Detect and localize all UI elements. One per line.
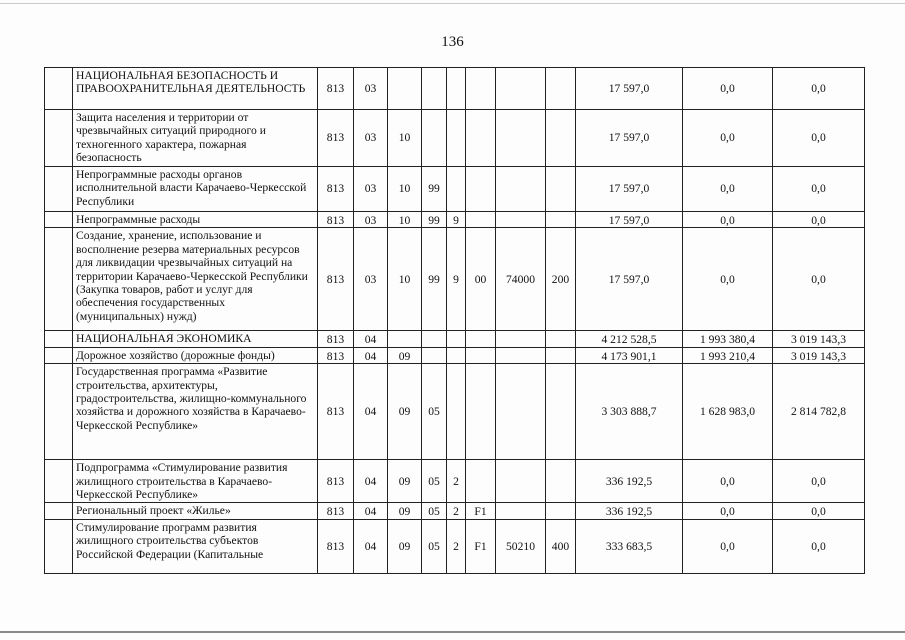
expense-code-cell <box>496 364 546 460</box>
subsection-code-cell <box>388 331 422 347</box>
item-name-cell: Создание, хранение, использование и восполнение резерва материальных ресурсов для ликвидации чрезвычайных ситуаций на территории Карачаево-Черкесской Республики (Закупка товаров, работ и услуг для обеспечения государственных (муниципальных) нужд) <box>73 228 318 331</box>
amount-year2-cell: 0,0 <box>683 519 773 573</box>
row-number-cell <box>45 167 73 212</box>
subsection-code-cell <box>388 68 422 110</box>
row-number-cell <box>45 460 73 503</box>
item-name-cell: НАЦИОНАЛЬНАЯ ЭКОНОМИКА <box>73 331 318 347</box>
item-name-cell: Дорожное хозяйство (дорожные фонды) <box>73 347 318 363</box>
expense-type-cell: 200 <box>546 228 576 331</box>
direction-code-cell <box>447 331 466 347</box>
expense-code-cell <box>496 68 546 110</box>
amount-year3-cell: 0,0 <box>773 228 865 331</box>
section-code-cell: 04 <box>354 460 388 503</box>
ministry-code-cell: 813 <box>318 347 354 363</box>
amount-year2-cell: 1 993 380,4 <box>683 331 773 347</box>
row-number-cell <box>45 347 73 363</box>
amount-year3-cell: 0,0 <box>773 503 865 519</box>
amount-year1-cell: 333 683,5 <box>576 519 683 573</box>
amount-year1-cell: 17 597,0 <box>576 228 683 331</box>
amount-year3-cell: 0,0 <box>773 167 865 212</box>
item-name-cell: Региональный проект «Жилье» <box>73 503 318 519</box>
item-name-cell: НАЦИОНАЛЬНАЯ БЕЗОПАСНОСТЬ И ПРАВООХРАНИТЕЛЬНАЯ ДЕЯТЕЛЬНОСТЬ <box>73 68 318 110</box>
amount-year1-cell: 4 212 528,5 <box>576 331 683 347</box>
subsection-code-cell: 10 <box>388 110 422 167</box>
amount-year2-cell: 0,0 <box>683 503 773 519</box>
amount-year1-cell: 4 173 901,1 <box>576 347 683 363</box>
expense-code-cell: 50210 <box>496 519 546 573</box>
project-code-cell <box>466 460 496 503</box>
section-code-cell: 04 <box>354 347 388 363</box>
subsection-code-cell: 10 <box>388 212 422 228</box>
amount-year3-cell: 0,0 <box>773 68 865 110</box>
direction-code-cell <box>447 68 466 110</box>
project-code-cell <box>466 212 496 228</box>
table-row <box>45 364 865 460</box>
row-number-cell <box>45 110 73 167</box>
ministry-code-cell: 813 <box>318 519 354 573</box>
ministry-code-cell: 813 <box>318 460 354 503</box>
expense-type-cell <box>546 68 576 110</box>
program-code-cell: 99 <box>422 212 447 228</box>
program-code-cell <box>422 347 447 363</box>
expense-code-cell <box>496 503 546 519</box>
top-scan-edge <box>0 3 905 4</box>
direction-code-cell: 2 <box>447 460 466 503</box>
project-code-cell <box>466 364 496 460</box>
program-code-cell <box>422 68 447 110</box>
amount-year3-cell: 0,0 <box>773 460 865 503</box>
subsection-code-cell: 10 <box>388 167 422 212</box>
ministry-code-cell: 813 <box>318 212 354 228</box>
expense-code-cell <box>496 212 546 228</box>
direction-code-cell: 2 <box>447 519 466 573</box>
amount-year1-cell: 3 303 888,7 <box>576 364 683 460</box>
amount-year1-cell: 336 192,5 <box>576 503 683 519</box>
program-code-cell: 05 <box>422 364 447 460</box>
page-number: 136 <box>441 34 464 50</box>
direction-code-cell <box>447 167 466 212</box>
section-code-cell: 03 <box>354 110 388 167</box>
row-number-cell <box>45 519 73 573</box>
row-number-cell <box>45 68 73 110</box>
amount-year1-cell: 17 597,0 <box>576 167 683 212</box>
ministry-code-cell: 813 <box>318 167 354 212</box>
ministry-code-cell: 813 <box>318 68 354 110</box>
table-row <box>45 228 865 331</box>
expense-code-cell <box>496 331 546 347</box>
expense-code-cell <box>496 347 546 363</box>
ministry-code-cell: 813 <box>318 228 354 331</box>
section-code-cell: 03 <box>354 68 388 110</box>
project-code-cell: F1 <box>466 503 496 519</box>
table-row <box>45 167 865 212</box>
table-row <box>45 212 865 228</box>
amount-year2-cell: 0,0 <box>683 460 773 503</box>
expense-code-cell: 74000 <box>496 228 546 331</box>
table-row <box>45 110 865 167</box>
section-code-cell: 04 <box>354 503 388 519</box>
row-number-cell <box>45 331 73 347</box>
row-number-cell <box>45 228 73 331</box>
program-code-cell: 05 <box>422 460 447 503</box>
section-code-cell: 04 <box>354 364 388 460</box>
amount-year2-cell: 1 628 983,0 <box>683 364 773 460</box>
direction-code-cell <box>447 110 466 167</box>
subsection-code-cell: 10 <box>388 228 422 331</box>
amount-year3-cell: 0,0 <box>773 110 865 167</box>
amount-year2-cell: 0,0 <box>683 110 773 167</box>
expense-type-cell <box>546 347 576 363</box>
amount-year2-cell: 0,0 <box>683 167 773 212</box>
item-name-cell: Защита населения и территории от чрезвычайных ситуаций природного и техногенного характера, пожарная безопасность <box>73 110 318 167</box>
amount-year3-cell: 0,0 <box>773 212 865 228</box>
project-code-cell <box>466 68 496 110</box>
table-row <box>45 503 865 519</box>
amount-year1-cell: 336 192,5 <box>576 460 683 503</box>
program-code-cell <box>422 331 447 347</box>
section-code-cell: 03 <box>354 228 388 331</box>
item-name-cell: Подпрограмма «Стимулирование развития жилищного строительства в Карачаево-Черкесской Республике» <box>73 460 318 503</box>
amount-year1-cell: 17 597,0 <box>576 68 683 110</box>
expense-type-cell <box>546 503 576 519</box>
expense-code-cell <box>496 460 546 503</box>
amount-year3-cell: 3 019 143,3 <box>773 347 865 363</box>
amount-year1-cell: 17 597,0 <box>576 212 683 228</box>
ministry-code-cell: 813 <box>318 110 354 167</box>
amount-year3-cell: 0,0 <box>773 519 865 573</box>
amount-year2-cell: 0,0 <box>683 212 773 228</box>
direction-code-cell <box>447 347 466 363</box>
row-number-cell <box>45 364 73 460</box>
ministry-code-cell: 813 <box>318 331 354 347</box>
row-number-cell <box>45 212 73 228</box>
table-row <box>45 347 865 363</box>
item-name-cell: Непрограммные расходы органов исполнительной власти Карачаево-Черкесской Республики <box>73 167 318 212</box>
project-code-cell <box>466 347 496 363</box>
item-name-cell: Государственная программа «Развитие строительства, архитектуры, градостроительства, жилищно-коммунального хозяйства и дорожного хозяйства в Карачаево-Черкесской Республике» <box>73 364 318 460</box>
ministry-code-cell: 813 <box>318 364 354 460</box>
ministry-code-cell: 813 <box>318 503 354 519</box>
expense-type-cell <box>546 460 576 503</box>
program-code-cell: 99 <box>422 167 447 212</box>
budget-table-body <box>45 68 865 574</box>
subsection-code-cell: 09 <box>388 519 422 573</box>
expense-type-cell <box>546 110 576 167</box>
direction-code-cell: 9 <box>447 228 466 331</box>
amount-year2-cell: 0,0 <box>683 228 773 331</box>
expense-type-cell <box>546 167 576 212</box>
section-code-cell: 04 <box>354 519 388 573</box>
program-code-cell <box>422 110 447 167</box>
bottom-scan-edge <box>0 631 905 633</box>
subsection-code-cell: 09 <box>388 503 422 519</box>
expense-type-cell <box>546 364 576 460</box>
program-code-cell: 05 <box>422 503 447 519</box>
project-code-cell <box>466 331 496 347</box>
row-number-cell <box>45 503 73 519</box>
program-code-cell: 05 <box>422 519 447 573</box>
expense-type-cell <box>546 212 576 228</box>
project-code-cell <box>466 110 496 167</box>
expense-code-cell <box>496 167 546 212</box>
project-code-cell <box>466 167 496 212</box>
project-code-cell: F1 <box>466 519 496 573</box>
item-name-cell: Стимулирование программ развития жилищного строительства субъектов Российской Федерации (Капитальные <box>73 519 318 573</box>
amount-year2-cell: 0,0 <box>683 68 773 110</box>
expense-code-cell <box>496 110 546 167</box>
amount-year3-cell: 3 019 143,3 <box>773 331 865 347</box>
expense-type-cell <box>546 331 576 347</box>
expense-type-cell: 400 <box>546 519 576 573</box>
section-code-cell: 04 <box>354 331 388 347</box>
table-row <box>45 331 865 347</box>
subsection-code-cell: 09 <box>388 460 422 503</box>
amount-year2-cell: 1 993 210,4 <box>683 347 773 363</box>
amount-year3-cell: 2 814 782,8 <box>773 364 865 460</box>
table-row <box>45 460 865 503</box>
budget-table <box>44 67 865 574</box>
table-row <box>45 68 865 110</box>
subsection-code-cell: 09 <box>388 347 422 363</box>
amount-year1-cell: 17 597,0 <box>576 110 683 167</box>
section-code-cell: 03 <box>354 212 388 228</box>
section-code-cell: 03 <box>354 167 388 212</box>
direction-code-cell: 2 <box>447 503 466 519</box>
direction-code-cell: 9 <box>447 212 466 228</box>
item-name-cell: Непрограммные расходы <box>73 212 318 228</box>
project-code-cell: 00 <box>466 228 496 331</box>
program-code-cell: 99 <box>422 228 447 331</box>
subsection-code-cell: 09 <box>388 364 422 460</box>
direction-code-cell <box>447 364 466 460</box>
table-row <box>45 519 865 573</box>
